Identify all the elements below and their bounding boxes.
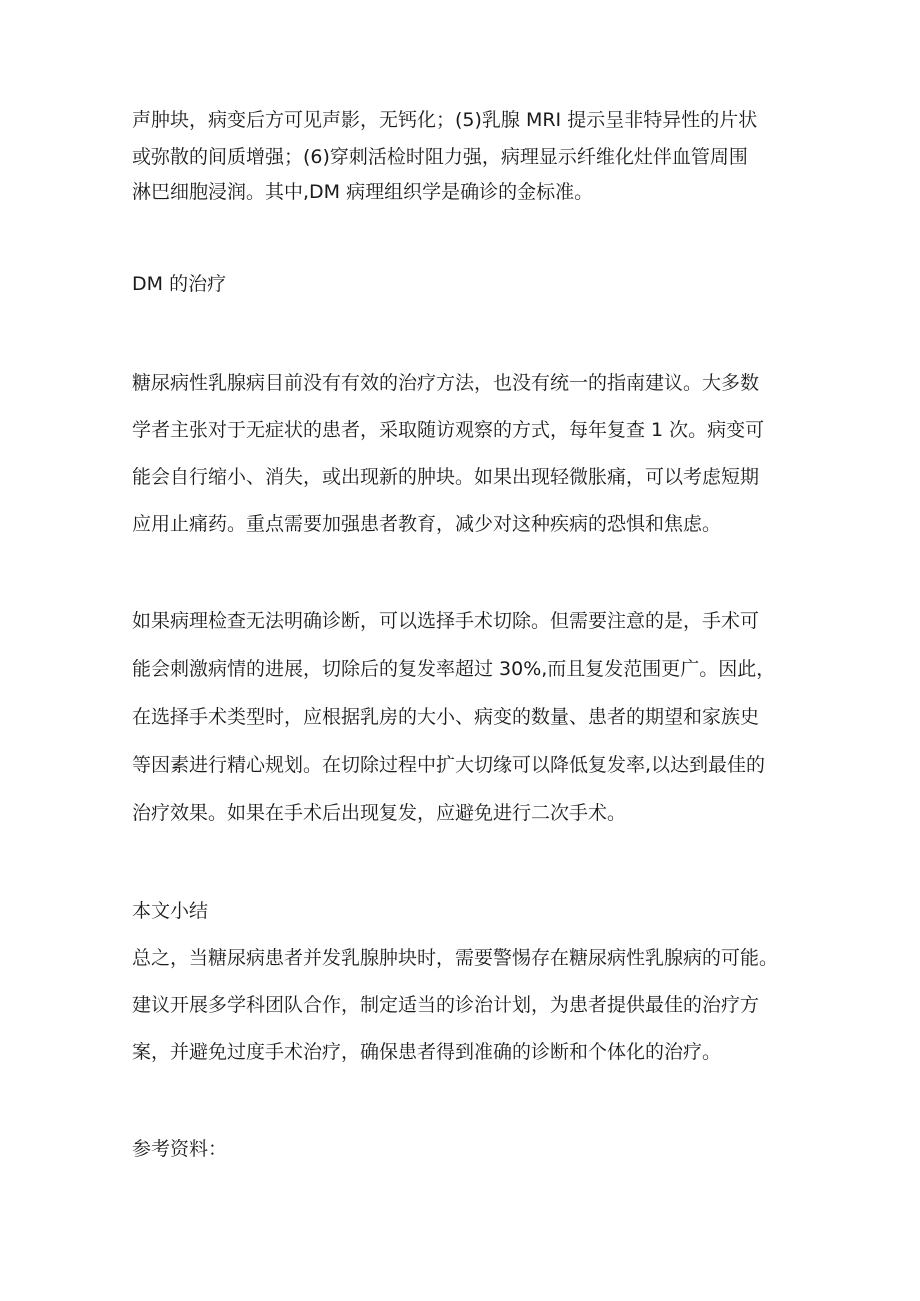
treatment-paragraph-2-line: 在选择手术类型时，应根据乳房的大小、病变的数量、患者的期望和家族史 [132, 706, 760, 728]
summary-heading: 本文小结 [132, 900, 209, 922]
references-heading: 参考资料： [132, 1138, 228, 1160]
treatment-paragraph-2-line: 等因素进行精心规划。在切除过程中扩大切缘可以降低复发率,以达到最佳的 [132, 754, 766, 776]
summary-paragraph-line: 案，并避免过度手术治疗，确保患者得到准确的诊断和个体化的治疗。 [132, 1041, 722, 1063]
treatment-heading: DM 的治疗 [132, 273, 227, 295]
intro-paragraph-line: 淋巴细胞浸润。其中,DM 病理组织学是确诊的金标准。 [132, 181, 594, 203]
treatment-paragraph-2-line: 治疗效果。如果在手术后出现复发，应避免进行二次手术。 [132, 802, 627, 824]
treatment-paragraph-1-line: 应用止痛药。重点需要加强患者教育，减少对这种疾病的恐惧和焦虑。 [132, 513, 722, 535]
summary-paragraph-line: 总之，当糖尿病患者并发乳腺肿块时，需要警惕存在糖尿病性乳腺病的可能。 [132, 947, 779, 969]
treatment-paragraph-2-line: 能会刺激病情的进展，切除后的复发率超过 30%,而且复发范围更广。因此， [132, 658, 776, 680]
treatment-paragraph-1-line: 学者主张对于无症状的患者，采取随访观察的方式，每年复查 1 次。病变可 [132, 419, 765, 441]
treatment-paragraph-1-line: 能会自行缩小、消失，或出现新的肿块。如果出现轻微胀痛，可以考虑短期 [132, 466, 760, 488]
summary-paragraph-line: 建议开展多学科团队合作，制定适当的诊治计划，为患者提供最佳的治疗方 [132, 994, 760, 1016]
treatment-paragraph-1-line: 糖尿病性乳腺病目前没有有效的治疗方法，也没有统一的指南建议。大多数 [132, 372, 760, 394]
intro-paragraph-line: 或弥散的间质增强；(6)穿刺活检时阻力强，病理显示纤维化灶伴血管周围 [132, 146, 748, 168]
intro-paragraph-line: 声肿块，病变后方可见声影，无钙化；(5)乳腺 MRI 提示呈非特异性的片状 [132, 109, 758, 131]
treatment-paragraph-2-line: 如果病理检查无法明确诊断，可以选择手术切除。但需要注意的是，手术可 [132, 610, 760, 632]
